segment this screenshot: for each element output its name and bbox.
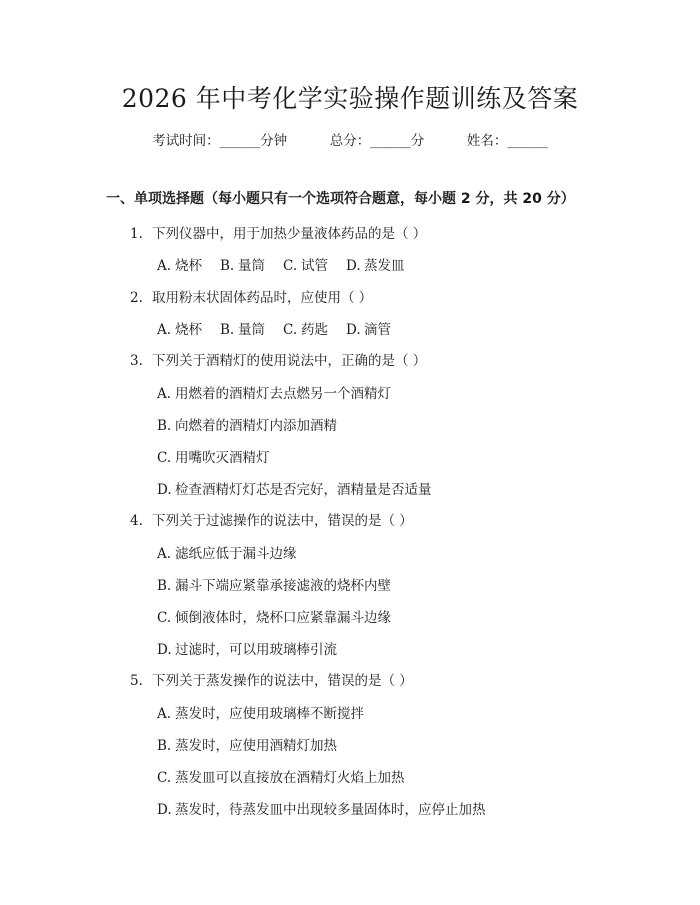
question-3-option-a: A. 用燃着的酒精灯去点燃另一个酒精灯 xyxy=(157,386,391,402)
exam-time-field: 考试时间：______分钟 xyxy=(152,133,288,149)
question-number: 4. xyxy=(130,513,143,529)
question-1-options xyxy=(157,256,423,276)
question-2-options xyxy=(157,320,409,340)
question-4-option-d: D. 过滤时，可以用玻璃棒引流 xyxy=(157,642,337,658)
question-number: 2. xyxy=(130,290,143,306)
question-text: 下列关于过滤操作的说法中，错误的是（ ） xyxy=(152,513,413,529)
option-b: B. 量筒 xyxy=(220,322,265,338)
question-number: 3. xyxy=(130,353,143,369)
question-5-option-a: A. 蒸发时，应使用玻璃棒不断搅拌 xyxy=(157,706,364,722)
question-1 xyxy=(130,224,426,244)
question-5 xyxy=(130,671,413,691)
section-heading: 一、单项选择题（每小题只有一个选项符合题意，每小题 2 分，共 20 分） xyxy=(106,191,575,207)
name-field: 姓名：______ xyxy=(466,133,548,149)
question-2 xyxy=(130,288,372,308)
question-4-option-b: B. 漏斗下端应紧靠承接滤液的烧杯内壁 xyxy=(157,578,391,594)
option-c: C. 试管 xyxy=(283,258,328,274)
question-text: 下列关于酒精灯的使用说法中，正确的是（ ） xyxy=(152,353,427,369)
question-3-option-d: D. 检查酒精灯灯芯是否完好，酒精量是否适量 xyxy=(157,482,432,498)
question-4-option-a: A. 滤纸应低于漏斗边缘 xyxy=(157,546,297,562)
question-5-option-d: D. 蒸发时，待蒸发皿中出现较多量固体时，应停止加热 xyxy=(157,802,486,818)
question-number: 5. xyxy=(130,673,143,689)
option-a: A. 烧杯 xyxy=(157,322,202,338)
question-text: 取用粉末状固体药品时，应使用（ ） xyxy=(152,290,373,306)
question-number: 1. xyxy=(130,226,143,242)
question-3-option-b: B. 向燃着的酒精灯内添加酒精 xyxy=(157,418,337,434)
question-text: 下列仪器中，用于加热少量液体药品的是（ ） xyxy=(152,226,427,242)
option-a: A. 烧杯 xyxy=(157,258,202,274)
question-text: 下列关于蒸发操作的说法中，错误的是（ ） xyxy=(152,673,413,689)
question-4-option-c: C. 倾倒液体时，烧杯口应紧靠漏斗边缘 xyxy=(157,610,391,626)
question-5-option-b: B. 蒸发时，应使用酒精灯加热 xyxy=(157,738,337,754)
question-3 xyxy=(130,351,426,371)
exam-info-line xyxy=(0,131,700,151)
question-4 xyxy=(130,511,413,531)
page-title: 2026 年中考化学实验操作题训练及答案 xyxy=(121,84,579,113)
question-5-option-c: C. 蒸发皿可以直接放在酒精灯火焰上加热 xyxy=(157,770,405,786)
option-d: D. 蒸发皿 xyxy=(346,258,405,274)
option-c: C. 药匙 xyxy=(283,322,328,338)
option-b: B. 量筒 xyxy=(220,258,265,274)
option-d: D. 滴管 xyxy=(346,322,391,338)
question-3-option-c: C. 用嘴吹灭酒精灯 xyxy=(157,450,270,466)
total-score-field: 总分：______分 xyxy=(329,133,425,149)
